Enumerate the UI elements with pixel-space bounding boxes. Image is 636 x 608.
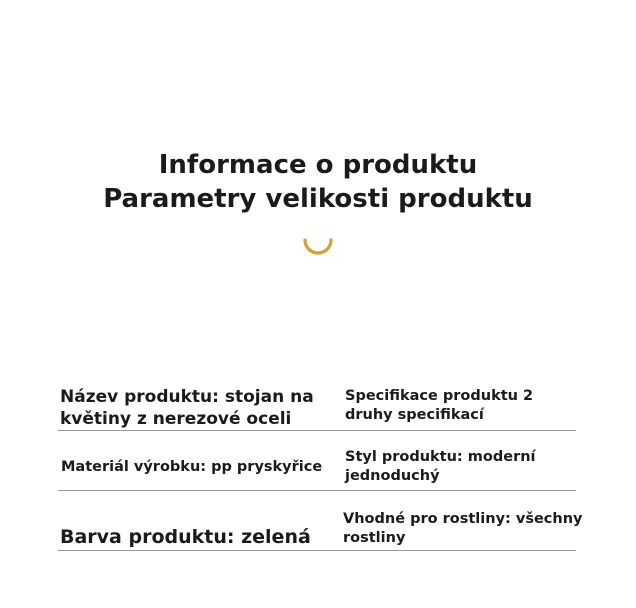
spec-product-color: Barva produktu: zelená xyxy=(60,526,311,548)
spec-suitable-plants: Vhodné pro rostliny: všechny rostliny xyxy=(343,511,583,546)
product-spec-table xyxy=(58,378,583,551)
spec-product-style: Styl produktu: moderní jednoduchý xyxy=(345,449,536,484)
spec-product-specification: Specifikace produktu 2 druhy specifikací xyxy=(345,388,534,423)
spec-row xyxy=(58,491,583,551)
page-subtitle: Parametry velikosti produktu xyxy=(103,184,533,214)
spec-product-material: Materiál výrobku: pp pryskyřice xyxy=(61,459,323,475)
spec-product-name: Název produktu: stojan na květiny z nerezové oceli xyxy=(60,387,314,429)
spec-row xyxy=(58,378,576,431)
page-title: Informace o produktu xyxy=(158,150,478,180)
loading-spinner-icon xyxy=(302,228,334,256)
spec-row xyxy=(58,431,576,491)
page-header xyxy=(0,148,636,216)
